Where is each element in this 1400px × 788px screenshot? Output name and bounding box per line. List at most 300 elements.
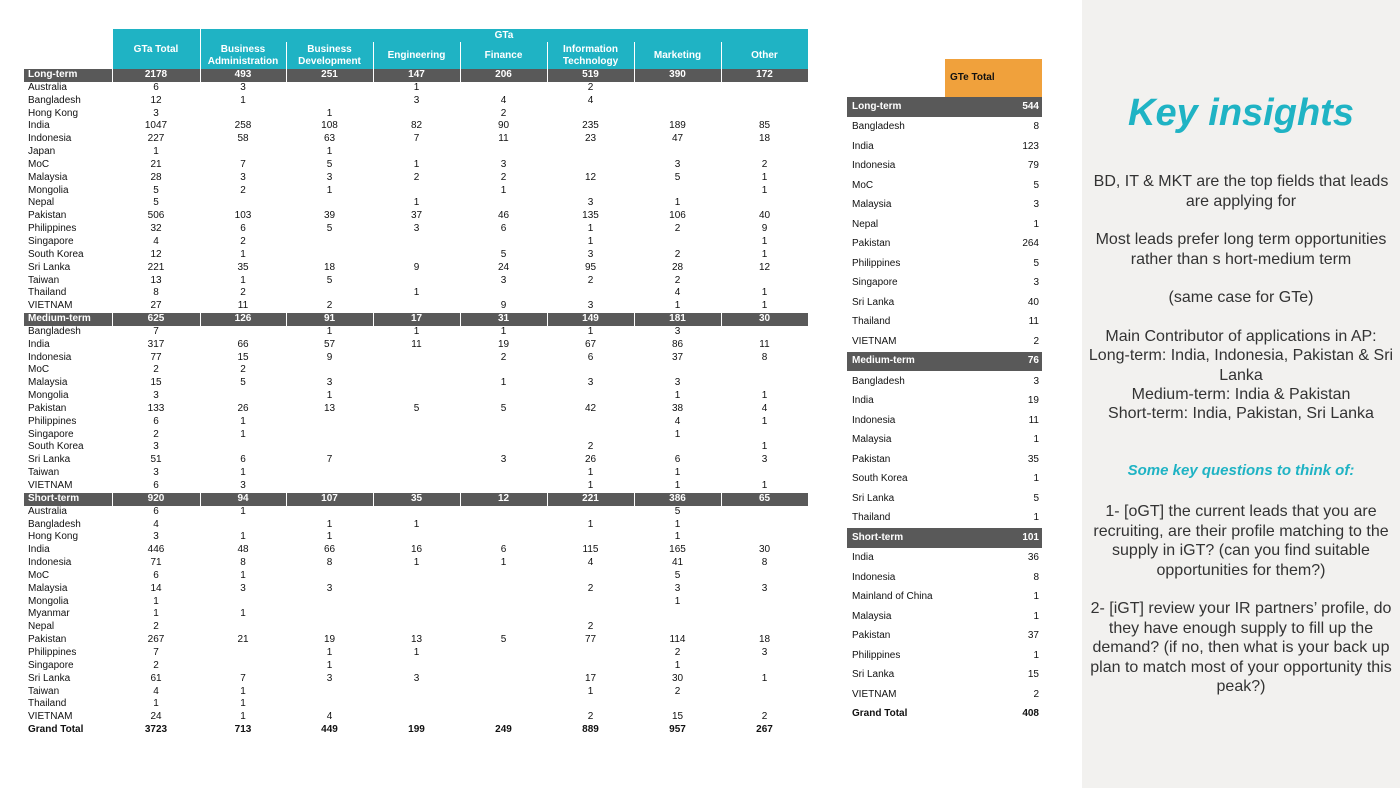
value-cell: 3 bbox=[326, 171, 333, 183]
gte-country-cell: Philippines bbox=[852, 649, 901, 661]
value-cell bbox=[547, 608, 634, 621]
value-cell: 5 bbox=[674, 171, 681, 183]
gte-row bbox=[847, 588, 1042, 608]
value-cell: 3 bbox=[240, 480, 246, 491]
table-row bbox=[24, 557, 808, 570]
value-cell: 12 bbox=[150, 94, 162, 106]
value-cell: 1 bbox=[761, 171, 768, 183]
value-cell: 227 bbox=[147, 133, 165, 145]
section-total-cell: 390 bbox=[634, 69, 721, 82]
value-cell bbox=[721, 506, 808, 519]
value-cell bbox=[460, 82, 547, 95]
value-cell bbox=[373, 621, 460, 634]
value-cell bbox=[721, 197, 808, 210]
value-cell bbox=[460, 519, 547, 532]
gte-country-cell: India bbox=[852, 395, 874, 407]
gte-country-cell: Bangladesh bbox=[852, 375, 905, 387]
value-cell: 6 bbox=[153, 81, 159, 93]
section-total-cell: 519 bbox=[547, 69, 634, 82]
section-row bbox=[24, 493, 808, 506]
value-cell: 82 bbox=[410, 120, 423, 132]
table-row bbox=[24, 544, 808, 557]
grand-total-cell: 889 bbox=[582, 724, 599, 736]
column-header: Engineering bbox=[373, 42, 460, 69]
value-cell: 3 bbox=[153, 390, 159, 402]
value-cell: 1 bbox=[674, 197, 681, 209]
table-row bbox=[24, 454, 808, 467]
value-cell: 3 bbox=[674, 158, 681, 170]
value-cell: 3 bbox=[587, 248, 594, 260]
country-cell: Myanmar bbox=[28, 608, 70, 620]
value-cell: 9 bbox=[500, 300, 507, 312]
country-cell: VIETNAM bbox=[28, 711, 73, 723]
value-cell: 108 bbox=[321, 120, 338, 132]
gte-value-cell: 1 bbox=[1033, 218, 1039, 230]
country-cell: Japan bbox=[28, 146, 56, 158]
gta-table bbox=[24, 29, 809, 737]
value-cell bbox=[286, 249, 373, 262]
value-cell bbox=[373, 352, 460, 365]
gte-country-cell: Sri Lanka bbox=[852, 492, 895, 504]
table-row bbox=[24, 210, 808, 223]
value-cell: 7 bbox=[153, 646, 159, 658]
table-row bbox=[24, 236, 808, 249]
value-cell bbox=[721, 108, 808, 121]
value-cell bbox=[634, 698, 721, 711]
value-cell: 48 bbox=[237, 544, 249, 556]
value-cell bbox=[460, 531, 547, 544]
country-cell: Singapore bbox=[28, 428, 74, 440]
value-cell: 3 bbox=[761, 646, 768, 658]
value-cell: 3 bbox=[761, 454, 768, 466]
value-cell: 5 bbox=[413, 402, 420, 414]
value-cell: 15 bbox=[671, 711, 684, 723]
gte-value-cell: 3 bbox=[1033, 375, 1039, 387]
country-cell: Taiwan bbox=[28, 274, 60, 286]
value-cell bbox=[286, 698, 373, 711]
gte-row bbox=[847, 157, 1042, 177]
value-cell: 4 bbox=[674, 415, 681, 427]
gte-value-cell: 11 bbox=[1028, 414, 1039, 426]
gte-row bbox=[847, 627, 1042, 647]
gta-total-header: GTa Total bbox=[112, 29, 200, 69]
value-cell: 1 bbox=[326, 325, 333, 337]
value-cell: 3 bbox=[240, 171, 246, 183]
value-cell bbox=[373, 236, 460, 249]
value-cell bbox=[373, 506, 460, 519]
insight-contributor-heading: Main Contributor of applications in AP: bbox=[1105, 328, 1377, 345]
value-cell: 1 bbox=[240, 505, 246, 517]
country-cell: South Korea bbox=[28, 441, 84, 453]
gte-row bbox=[847, 293, 1042, 313]
insight-top-fields: BD, IT & MKT are the top fields that leads are applying for bbox=[1093, 173, 1389, 210]
value-cell bbox=[373, 531, 460, 544]
country-cell: South Korea bbox=[28, 248, 84, 260]
value-cell bbox=[721, 377, 808, 390]
value-cell bbox=[286, 82, 373, 95]
value-cell: 17 bbox=[584, 672, 597, 684]
gte-row bbox=[847, 235, 1042, 255]
gte-row bbox=[847, 274, 1042, 294]
grand-total-cell: 957 bbox=[669, 724, 686, 736]
value-cell: 1 bbox=[674, 480, 681, 491]
country-cell: Taiwan bbox=[28, 467, 60, 479]
value-cell: 11 bbox=[759, 338, 770, 350]
value-cell: 8 bbox=[761, 351, 768, 363]
gte-row bbox=[847, 411, 1042, 431]
gte-row bbox=[847, 196, 1042, 216]
gte-row bbox=[847, 431, 1042, 451]
value-cell bbox=[721, 596, 808, 609]
section-total-cell: 172 bbox=[721, 69, 808, 82]
value-cell: 5 bbox=[326, 158, 333, 170]
value-cell bbox=[286, 570, 373, 583]
value-cell: 2 bbox=[240, 235, 246, 247]
value-cell: 23 bbox=[584, 133, 597, 145]
gta-group-header: GTa bbox=[200, 29, 808, 42]
value-cell: 1 bbox=[761, 672, 768, 684]
value-cell: 6 bbox=[153, 505, 159, 517]
gte-country-cell: Malaysia bbox=[852, 199, 892, 211]
country-cell: Sri Lanka bbox=[28, 672, 71, 684]
value-cell: 1 bbox=[761, 184, 768, 196]
value-cell: 1 bbox=[326, 390, 333, 402]
value-cell: 41 bbox=[671, 557, 684, 569]
grand-total-cell: 713 bbox=[234, 724, 252, 736]
value-cell bbox=[547, 506, 634, 519]
section-total-cell: 147 bbox=[373, 69, 460, 82]
gte-country-cell: South Korea bbox=[852, 473, 908, 485]
value-cell: 1 bbox=[153, 698, 159, 710]
insight-contributor-short: Short-term: India, Pakistan, Sri Lanka bbox=[1108, 405, 1374, 422]
value-cell bbox=[286, 95, 373, 108]
value-cell: 27 bbox=[150, 300, 162, 312]
gte-row bbox=[847, 117, 1042, 137]
country-cell: VIETNAM bbox=[28, 480, 73, 491]
header-spacer bbox=[24, 29, 112, 42]
value-cell bbox=[460, 146, 547, 159]
value-cell bbox=[460, 416, 547, 429]
gte-country-cell: Sri Lanka bbox=[852, 669, 895, 681]
country-cell: Sri Lanka bbox=[28, 261, 71, 273]
value-cell: 3 bbox=[153, 467, 159, 479]
gte-section-label: Medium-term bbox=[847, 352, 945, 372]
value-cell bbox=[200, 660, 286, 673]
value-cell: 3 bbox=[240, 582, 246, 594]
country-cell: Indonesia bbox=[28, 557, 72, 569]
gte-row bbox=[847, 646, 1042, 666]
value-cell: 2 bbox=[761, 158, 768, 170]
value-cell bbox=[373, 275, 460, 288]
value-cell: 2 bbox=[500, 171, 507, 183]
value-cell: 1 bbox=[153, 146, 159, 158]
value-cell: 16 bbox=[410, 544, 423, 556]
country-cell: Thailand bbox=[28, 287, 67, 299]
value-cell: 3 bbox=[326, 582, 333, 594]
country-cell: MoC bbox=[28, 569, 50, 581]
table-row bbox=[24, 480, 808, 493]
country-cell: Indonesia bbox=[28, 351, 72, 363]
gte-value-cell: 19 bbox=[1027, 395, 1039, 407]
value-cell: 7 bbox=[240, 672, 246, 684]
gte-row bbox=[847, 685, 1042, 705]
value-cell: 1 bbox=[153, 608, 159, 620]
value-cell: 3 bbox=[674, 582, 681, 594]
country-cell: Mongolia bbox=[28, 595, 69, 607]
value-cell: 1 bbox=[500, 184, 507, 196]
value-cell: 19 bbox=[497, 338, 510, 350]
value-cell: 18 bbox=[323, 261, 336, 273]
value-cell bbox=[460, 570, 547, 583]
value-cell bbox=[721, 146, 808, 159]
value-cell: 12 bbox=[758, 261, 771, 273]
value-cell: 114 bbox=[669, 634, 686, 646]
value-cell bbox=[460, 686, 547, 699]
value-cell: 1 bbox=[413, 557, 420, 569]
value-cell: 1 bbox=[587, 480, 594, 491]
gte-value-cell: 1 bbox=[1033, 610, 1039, 622]
value-cell bbox=[200, 519, 286, 532]
country-cell: VIETNAM bbox=[28, 300, 73, 312]
value-cell: 2 bbox=[153, 364, 159, 376]
gte-country-cell: Indonesia bbox=[852, 571, 896, 583]
value-cell bbox=[460, 364, 547, 377]
table-row bbox=[24, 339, 808, 352]
gte-country-cell: Malaysia bbox=[852, 434, 892, 446]
value-cell: 1 bbox=[587, 467, 594, 479]
value-cell bbox=[634, 82, 721, 95]
gte-value-cell: 8 bbox=[1033, 121, 1039, 133]
value-cell: 3 bbox=[240, 81, 246, 93]
value-cell: 1 bbox=[240, 531, 246, 543]
gte-row bbox=[847, 176, 1042, 196]
value-cell: 6 bbox=[674, 454, 681, 466]
value-cell: 1 bbox=[240, 428, 246, 440]
section-total-cell: 206 bbox=[460, 69, 547, 82]
section-total-cell: 17 bbox=[373, 313, 460, 326]
value-cell: 1 bbox=[674, 531, 681, 543]
value-cell bbox=[547, 185, 634, 198]
gte-value-cell: 37 bbox=[1027, 630, 1039, 642]
value-cell: 2 bbox=[153, 659, 159, 671]
country-cell: Sri Lanka bbox=[28, 454, 71, 466]
value-cell bbox=[373, 377, 460, 390]
gte-value-cell: 79 bbox=[1027, 160, 1039, 172]
value-cell bbox=[286, 287, 373, 300]
gte-country-cell: Pakistan bbox=[852, 453, 891, 465]
value-cell: 2 bbox=[240, 364, 246, 376]
country-cell: Singapore bbox=[28, 235, 74, 247]
gte-country-cell: Philippines bbox=[852, 257, 901, 269]
value-cell: 51 bbox=[150, 454, 162, 466]
value-cell: 1 bbox=[587, 325, 594, 337]
value-cell: 8 bbox=[153, 287, 159, 299]
value-cell bbox=[547, 531, 634, 544]
value-cell bbox=[200, 326, 286, 339]
value-cell: 1 bbox=[761, 390, 768, 402]
gte-row bbox=[847, 392, 1042, 412]
value-cell bbox=[200, 647, 286, 660]
section-total-cell: 493 bbox=[200, 69, 286, 82]
table-row bbox=[24, 108, 808, 121]
table-row bbox=[24, 275, 808, 288]
table-row bbox=[24, 82, 808, 95]
value-cell: 30 bbox=[671, 672, 684, 684]
gte-section-total: 544 bbox=[945, 97, 1042, 117]
value-cell: 1 bbox=[674, 518, 681, 530]
value-cell: 4 bbox=[587, 557, 594, 569]
value-cell: 4 bbox=[153, 235, 159, 247]
value-cell: 13 bbox=[410, 634, 423, 646]
value-cell: 37 bbox=[671, 351, 684, 363]
value-cell bbox=[634, 441, 721, 454]
value-cell bbox=[721, 608, 808, 621]
table-row bbox=[24, 403, 808, 416]
value-cell: 12 bbox=[584, 171, 597, 183]
value-cell bbox=[373, 467, 460, 480]
value-cell bbox=[200, 108, 286, 121]
value-cell bbox=[721, 570, 808, 583]
value-cell: 11 bbox=[411, 338, 422, 350]
value-cell: 90 bbox=[497, 120, 510, 132]
value-cell: 11 bbox=[237, 300, 249, 312]
country-cell: Bangladesh bbox=[28, 325, 81, 337]
value-cell: 1 bbox=[587, 223, 594, 235]
section-total-cell: 149 bbox=[547, 313, 634, 326]
country-cell: Philippines bbox=[28, 646, 77, 658]
value-cell: 8 bbox=[326, 557, 333, 569]
value-cell bbox=[373, 390, 460, 403]
table-row bbox=[24, 223, 808, 236]
value-cell: 11 bbox=[498, 133, 509, 145]
value-cell: 3 bbox=[674, 325, 681, 337]
value-cell: 5 bbox=[153, 184, 159, 196]
value-cell: 189 bbox=[669, 120, 686, 132]
value-cell: 2 bbox=[153, 428, 159, 440]
value-cell: 42 bbox=[584, 402, 597, 414]
gte-country-cell: Thailand bbox=[852, 316, 891, 328]
value-cell bbox=[634, 608, 721, 621]
country-cell: Nepal bbox=[28, 197, 55, 209]
value-cell: 2 bbox=[240, 287, 246, 299]
table-row bbox=[24, 390, 808, 403]
table-row bbox=[24, 249, 808, 262]
value-cell: 221 bbox=[147, 261, 165, 273]
table-row bbox=[24, 621, 808, 634]
value-cell: 1 bbox=[413, 81, 420, 93]
value-cell: 26 bbox=[584, 454, 597, 466]
value-cell bbox=[460, 621, 547, 634]
value-cell bbox=[286, 441, 373, 454]
value-cell: 6 bbox=[240, 454, 246, 466]
value-cell bbox=[373, 441, 460, 454]
value-cell: 115 bbox=[582, 544, 599, 556]
value-cell bbox=[373, 108, 460, 121]
table-row bbox=[24, 159, 808, 172]
value-cell: 1 bbox=[413, 197, 420, 209]
value-cell bbox=[286, 364, 373, 377]
value-cell: 85 bbox=[758, 120, 771, 132]
gte-country-cell: Malaysia bbox=[852, 610, 892, 622]
gte-country-cell: Pakistan bbox=[852, 630, 891, 642]
value-cell bbox=[721, 82, 808, 95]
value-cell bbox=[547, 159, 634, 172]
value-cell: 7 bbox=[240, 158, 246, 170]
value-cell: 4 bbox=[587, 94, 594, 106]
value-cell: 58 bbox=[237, 133, 249, 145]
value-cell: 3 bbox=[153, 107, 159, 119]
column-header: Business Administration bbox=[200, 42, 286, 69]
value-cell bbox=[373, 249, 460, 262]
value-cell bbox=[460, 287, 547, 300]
value-cell: 2 bbox=[674, 274, 681, 286]
value-cell: 2 bbox=[500, 107, 507, 119]
value-cell bbox=[286, 621, 373, 634]
value-cell: 3 bbox=[587, 197, 594, 209]
value-cell: 8 bbox=[761, 557, 768, 569]
value-cell: 3 bbox=[413, 223, 420, 235]
table-row bbox=[24, 133, 808, 146]
value-cell bbox=[721, 95, 808, 108]
gte-row bbox=[847, 548, 1042, 568]
value-cell: 5 bbox=[240, 377, 246, 389]
value-cell: 1 bbox=[761, 235, 768, 247]
value-cell: 2 bbox=[587, 582, 594, 594]
section-total-cell: 625 bbox=[112, 313, 200, 326]
value-cell bbox=[460, 608, 547, 621]
value-cell: 4 bbox=[761, 402, 768, 414]
section-total-cell: 30 bbox=[721, 313, 808, 326]
value-cell bbox=[460, 711, 547, 724]
table-row bbox=[24, 262, 808, 275]
value-cell: 66 bbox=[237, 338, 249, 350]
value-cell: 86 bbox=[671, 338, 684, 350]
country-cell: Bangladesh bbox=[28, 518, 81, 530]
value-cell: 5 bbox=[153, 197, 159, 209]
value-cell bbox=[286, 480, 373, 493]
value-cell bbox=[547, 108, 634, 121]
country-cell: Taiwan bbox=[28, 685, 60, 697]
table-row bbox=[24, 185, 808, 198]
country-cell: Australia bbox=[28, 81, 67, 93]
value-cell bbox=[634, 236, 721, 249]
gte-value-cell: 35 bbox=[1027, 453, 1039, 465]
gte-section-label: Short-term bbox=[847, 528, 945, 548]
value-cell bbox=[721, 660, 808, 673]
table-row bbox=[24, 120, 808, 133]
gte-value-cell: 2 bbox=[1033, 688, 1039, 700]
section-row bbox=[24, 313, 808, 326]
gte-country-cell: Indonesia bbox=[852, 160, 896, 172]
value-cell: 2 bbox=[153, 621, 159, 633]
value-cell: 1 bbox=[674, 300, 681, 312]
value-cell: 1 bbox=[240, 711, 246, 723]
value-cell bbox=[721, 364, 808, 377]
gte-value-cell: 8 bbox=[1033, 571, 1039, 583]
value-cell bbox=[373, 608, 460, 621]
gte-country-cell: Indonesia bbox=[852, 414, 896, 426]
value-cell bbox=[634, 185, 721, 198]
table-row bbox=[24, 634, 808, 647]
value-cell: 6 bbox=[500, 223, 507, 235]
gte-country-cell: VIETNAM bbox=[852, 688, 897, 700]
value-cell: 18 bbox=[758, 634, 771, 646]
value-cell bbox=[200, 596, 286, 609]
value-cell: 4 bbox=[153, 518, 159, 530]
value-cell: 5 bbox=[500, 248, 507, 260]
value-cell: 1 bbox=[240, 248, 246, 260]
gte-value-cell: 1 bbox=[1033, 512, 1039, 524]
